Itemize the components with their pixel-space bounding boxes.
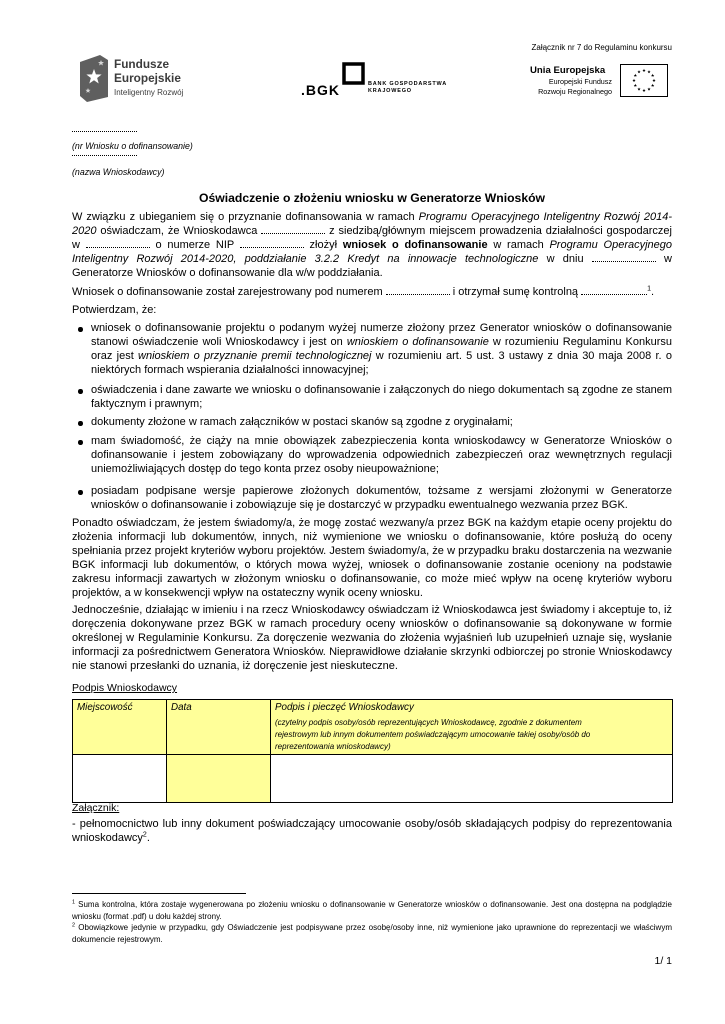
logo-fe-line2: Europejskie — [114, 71, 181, 85]
footnote-text: Suma kontrolna, która zostaje wygenerowana po złożeniu wniosku o dofinansowanie w Generatorze wniosków o dofinansowanie. Jest ona dostępna na podglądzie wniosku (format .pdf) u dołu każdej strony. — [72, 900, 672, 921]
confirmation-item — [72, 485, 672, 513]
text-run: w Generatorze Wniosków o dofinansowanie dla w/w poddziałania. — [72, 252, 672, 279]
fill-blank[interactable] — [261, 225, 325, 234]
bullet-icon — [78, 389, 83, 394]
confirmation-text — [91, 322, 672, 378]
text-run: oświadczam, że Wnioskodawca — [96, 224, 262, 237]
footnote-divider — [72, 893, 246, 894]
eu-flag-icon — [620, 64, 668, 97]
confirmation-item — [72, 416, 672, 430]
place-cell[interactable] — [73, 755, 167, 803]
fill-blank[interactable] — [86, 239, 150, 248]
footnote — [72, 922, 672, 945]
text-run: mam świadomość, że ciąży na mnie obowiązek zabezpieczenia konta wnioskodawcy w Generatorze Wniosków o dofinansowanie i jestem zobowiązany do wprowadzenia odpowiednich zabezpieczeń oraz wewnętrznych regulacji uniemożliwiających dostęp do tego konta przez osoby nieupoważnione; — [91, 435, 672, 475]
text-run: wniosek o dofinansowanie projektu o podanym wyżej numerze złożony przez Generator wniosków o dofinansowanie stanowi oświadczenie woli Wnioskodawcy i jest on — [91, 322, 672, 348]
text-run: w dniu — [538, 252, 592, 265]
footnote-number: 1 — [72, 899, 76, 906]
fill-blank[interactable] — [581, 286, 647, 295]
italic-run: wnioskiem o dofinansowanie — [346, 335, 489, 348]
signature-cell[interactable] — [271, 755, 673, 803]
date-cell[interactable] — [167, 755, 271, 803]
signature-header-label: Podpis i pieczęć Wnioskodawcy — [275, 702, 414, 713]
bullet-icon — [78, 490, 83, 495]
bullet-icon — [78, 421, 83, 426]
logo-ue-title: Unia Europejska — [530, 65, 606, 76]
paragraph-declaration — [72, 211, 672, 281]
fundusze-europejskie-logo-icon — [80, 55, 108, 102]
attachment-label-text: Załącznik: — [72, 802, 120, 814]
paragraph-registration — [72, 286, 672, 300]
document-title: Oświadczenie o złożeniu wniosku w Generatorze Wniosków — [198, 191, 546, 205]
fill-blank[interactable] — [240, 239, 304, 248]
application-number-field[interactable] — [72, 131, 137, 132]
bgk-square-icon — [342, 62, 365, 85]
table-header-place — [73, 700, 167, 755]
annex-label: Załącznik nr 7 do Regulaminu konkursu — [531, 43, 672, 52]
confirmation-text — [91, 485, 672, 513]
signature-label — [72, 682, 672, 695]
bullet-icon — [78, 440, 83, 445]
logo-ue-text — [480, 64, 612, 97]
bullet-icon — [78, 327, 83, 332]
table-row — [73, 755, 673, 803]
logo-fe-line3: Inteligentny Rozwój — [114, 88, 184, 97]
logo-bgk-line2: KRAJOWEGO — [368, 88, 412, 94]
footnote-ref: 2 — [142, 831, 147, 839]
text-run: W związku z ubieganiem się o przyznanie dofinansowania w ramach — [72, 211, 419, 223]
italic-run: Programu Operacyjnego Inteligentny Rozwój 2014-2020, poddziałanie 3.2.2 Kredyt na innowacje technologiczne — [72, 238, 673, 265]
table-header-signature — [271, 700, 673, 755]
applicant-name-label: (nazwa Wnioskodawcy) — [72, 167, 165, 177]
italic-run: wnioskiem o przyznanie premii technologicznej — [138, 349, 372, 362]
logo-fe-text — [114, 57, 183, 99]
paragraph-delivery: Jednocześnie, działając w imieniu i na rzecz Wnioskodawcy oświadczam iż Wnioskodawca jest świadomy i akceptuje to, iż doręczenia dokonywane przez BGK w ramach procedury oceny wniosków o dofinansowanie są dokonywane w formie określonej w Regulaminie Konkursu. Za doręczenie wezwania do złożenia wyjaśnień lub uzupełnień uznaje się, wysłanie informacji za pośrednictwem Generatora Wniosków. Nieprawidłowe działanie skrzynki odbiorczej po stronie Wnioskodawcy nie stanowi przesłanki do uznania, iż doręczenie jest nieskuteczne. — [72, 604, 672, 672]
text-run: . — [146, 831, 150, 844]
logo-ue-line1: Europejski Fundusz — [548, 77, 612, 86]
confirmation-item — [72, 322, 672, 378]
text-run: . — [651, 286, 655, 298]
text-run: w rozumieniu Regulaminu Konkursu oraz jest — [91, 335, 672, 362]
text-run: o numerze NIP — [149, 238, 240, 251]
footnote-text: Obowiązkowe jedynie w przypadku, gdy Oświadczenie jest podpisywane przez osobę/osoby inne, niż wymienione jako uprawnione do reprezentacji we właściwym dokumencie rejestrowym. — [72, 923, 672, 944]
fill-blank[interactable] — [386, 286, 450, 295]
paragraph-confirm-intro: Potwierdzam, że: — [72, 304, 157, 316]
text-run: oświadczenia i dane zawarte we wniosku o dofinansowanie i załączonych do niego dokumentach są zgodne ze stanem faktycznym i prawnym; — [91, 384, 672, 410]
logo-bgk-line1: BANK GOSPODARSTWA — [368, 81, 447, 87]
table-body — [73, 700, 673, 803]
logo-fe-line1: Fundusze — [114, 57, 170, 71]
text-run: posiadam podpisane wersje papierowe złożonych dokumentów, tożsame z wersjami złożonymi w Generatorze wniosków o dofinansowanie i zobowiązuje się je dostarczyć w przypadku ewentualnego wezwania przez BGK. — [91, 485, 672, 511]
logo-ue-line2: Rozwoju Regionalnego — [538, 87, 612, 96]
footnote-number: 2 — [72, 922, 76, 929]
confirmation-text — [91, 384, 672, 412]
signature-table — [72, 699, 673, 803]
logo-bgk-mark: .BGK — [301, 82, 340, 98]
paragraph-call-notice: Ponadto oświadczam, że jestem świadomy/a, że mogę zostać wezwany/a przez BGK na każdym etapie oceny projektu do złożenia informacji lub dokumentów, innych, niż wymienione we wniosku o dofinansowanie, które posłużą do oceny spełniania przez projekt kryteriów wyboru projektów. Jestem świadomy/a, że w przypadku braku dostarczenia na wezwanie BGK informacji lub dokumentów, o których mowa wyżej, wniosek o dofinansowanie zostanie oceniony na podstawie zakresu informacji zawartych w złożonym wniosku o dofinansowanie, co może mieć wpływ na ocenę kryteriów wyboru projektów, a w konsekwencji wpływ na ostateczny wynik oceny wniosku. — [72, 517, 672, 599]
confirmation-item — [72, 435, 672, 477]
confirmation-item — [72, 384, 672, 412]
page-number: 1/ 1 — [654, 955, 672, 967]
fill-blank[interactable] — [592, 253, 656, 262]
italic-run: Programu Operacyjnego Inteligentny Rozwój 2014-2020 — [72, 211, 672, 237]
confirmation-text — [91, 435, 672, 477]
place-header-label: Miejscowość — [77, 702, 133, 713]
confirmation-text — [91, 416, 672, 430]
text-run: złożył — [303, 238, 343, 251]
signature-label-text: Podpis Wnioskodawcy — [72, 682, 178, 694]
text-run: w rozumieniu art. 5 ust. 3 ustawy z dnia 30 maja 2008 r. o niektórych formach wspierania działalności innowacyjnej; — [91, 349, 672, 376]
application-number-label: (nr Wniosku o dofinansowanie) — [72, 141, 193, 151]
signature-note: (czytelny podpis osoby/osób reprezentujących Wnioskodawcę, zgodnie z dokumentem rejestrowym lub innym dokumentem poświadczającym umocowanie takiej osoby/osób do reprezentowania wnioskodawcy) — [275, 718, 591, 751]
logo-bgk-text — [368, 81, 447, 95]
attachment-label — [72, 802, 672, 815]
applicant-name-field[interactable] — [72, 155, 137, 156]
table-header-row — [73, 700, 673, 755]
text-run: dokumenty złożone w ramach załączników w postaci skanów są zgodne z oryginałami; — [91, 416, 513, 428]
bold-run: wniosek o dofinansowanie — [342, 238, 488, 251]
text-run: i otrzymał sumę kontrolną — [449, 286, 582, 298]
text-run: Wniosek o dofinansowanie został zarejestrowany pod numerem — [72, 286, 386, 298]
footnote-ref: 1 — [647, 285, 652, 293]
footnote — [72, 899, 672, 922]
table-header-date — [167, 700, 271, 755]
text-run: z siedzibą/głównym miejscem prowadzenia działalności gospodarczej w — [72, 224, 672, 251]
attachment-item — [72, 818, 672, 846]
date-header-label: Data — [171, 702, 192, 713]
text-run: - pełnomocnictwo lub inny dokument poświadczający umocowanie osoby/osób składających podpisy do reprezentowania wnioskodawcy — [72, 818, 672, 844]
text-run: w ramach — [487, 238, 550, 251]
